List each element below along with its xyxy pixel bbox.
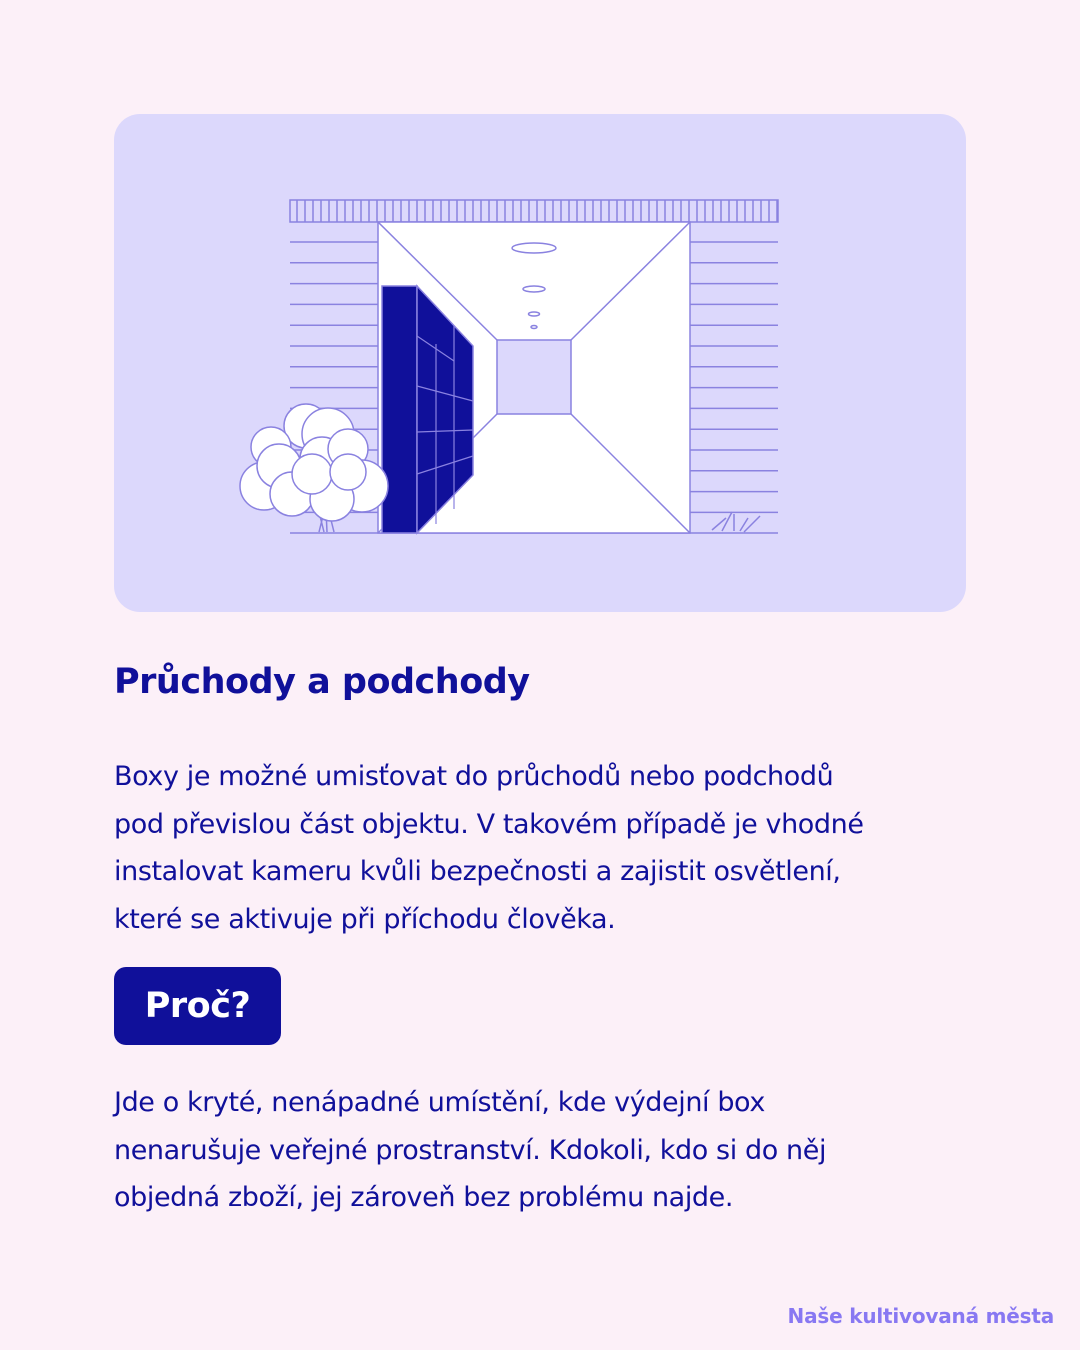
intro-paragraph <box>114 753 1014 943</box>
illustration-card <box>114 114 966 612</box>
reason-line: nenarušuje veřejné prostranství. Kdokoli, kdo si do něj <box>114 1134 827 1166</box>
section-title: Průchody a podchody <box>114 662 530 702</box>
intro-line: které se aktivuje při příchodu člověka. <box>114 903 616 935</box>
why-badge: Proč? <box>114 967 281 1045</box>
footer-brand: Naše kultivovaná města <box>787 1304 1054 1328</box>
reason-line: objedná zboží, jej zároveň bez problému najde. <box>114 1182 734 1213</box>
intro-line: instalovat kameru kvůli bezpečnosti a zajistit osvětlení, <box>114 856 841 887</box>
intro-line: Boxy je možné umisťovat do průchodů nebo podchodů <box>114 761 834 792</box>
passageway-illustration <box>114 114 966 612</box>
intro-line: pod převislou část objektu. V takovém případě je vhodné <box>114 808 864 840</box>
grass-tuft-icon <box>712 512 760 532</box>
roof-strip <box>290 200 778 222</box>
reason-paragraph <box>114 1079 1014 1222</box>
reason-line: Jde o kryté, nenápadné umístění, kde výdejní box <box>114 1087 765 1118</box>
roof-ticks <box>297 200 777 222</box>
